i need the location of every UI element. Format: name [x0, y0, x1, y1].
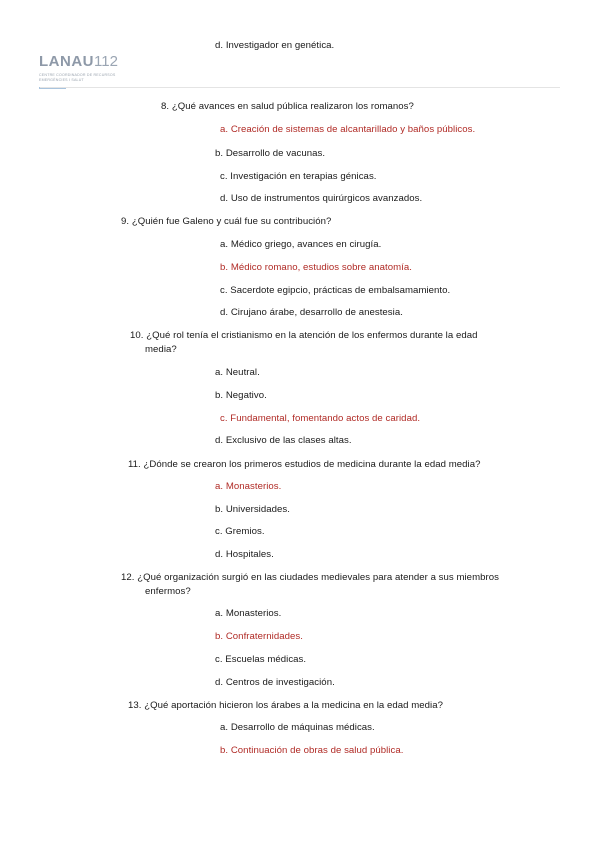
q12-option-c: c. Escuelas médicas. — [215, 654, 307, 665]
q9-option-c: c. Sacerdote egipcio, prácticas de embalsamamiento. — [220, 285, 451, 296]
question-8: 8. ¿Qué avances en salud pública realizaron los romanos? — [161, 101, 414, 112]
q13-option-a: a. Desarrollo de máquinas médicas. — [220, 722, 375, 733]
q10-option-c-answer: c. Fundamental, fomentando actos de caridad. — [220, 413, 421, 424]
q10-option-d: d. Exclusivo de las clases altas. — [215, 435, 352, 446]
q13-option-b-answer: b. Continuación de obras de salud pública. — [220, 745, 404, 756]
q11-option-a-answer: a. Monasterios. — [215, 481, 282, 492]
question-12-line-2: enfermos? — [145, 586, 191, 597]
option-d-previous: d. Investigador en genética. — [215, 40, 335, 51]
logo-subtitle-1: CENTRE COORDINADOR DE RECURSOS — [39, 73, 116, 77]
question-10-line-2: media? — [145, 344, 177, 355]
logo-subtitle-2: EMERGÈNCIES I SALUT — [39, 78, 84, 82]
q9-option-b-answer: b. Médico romano, estudios sobre anatomía. — [220, 262, 412, 273]
q12-option-b-answer: b. Confraternidades. — [215, 631, 303, 642]
logo-wordmark: LANAU112 — [39, 53, 118, 70]
q8-option-b: b. Desarrollo de vacunas. — [215, 148, 326, 159]
q11-option-d: d. Hospitales. — [215, 549, 274, 560]
question-13: 13. ¿Qué aportación hicieron los árabes a la medicina en la edad media? — [128, 700, 444, 711]
q12-option-d: d. Centros de investigación. — [215, 677, 335, 688]
question-10-line-1: 10. ¿Qué rol tenía el cristianismo en la atención de los enfermos durante la edad — [130, 330, 478, 341]
q9-option-a: a. Médico griego, avances en cirugía. — [220, 239, 382, 250]
question-9: 9. ¿Quién fue Galeno y cuál fue su contribución? — [121, 216, 332, 227]
q9-option-d: d. Cirujano árabe, desarrollo de anestesia. — [220, 307, 403, 318]
q8-option-d: d. Uso de instrumentos quirúrgicos avanzados. — [220, 193, 423, 204]
q10-option-a: a. Neutral. — [215, 367, 260, 378]
q11-option-c: c. Gremios. — [215, 526, 265, 537]
q8-option-c: c. Investigación en terapias génicas. — [220, 171, 377, 182]
lanau112-logo — [39, 54, 129, 94]
q8-option-a-answer: a. Creación de sistemas de alcantarillado y baños públicos. — [220, 124, 476, 135]
q10-option-b: b. Negativo. — [215, 390, 267, 401]
q12-option-a: a. Monasterios. — [215, 608, 282, 619]
header-divider — [40, 87, 560, 88]
question-11: 11. ¿Dónde se crearon los primeros estudios de medicina durante la edad media? — [128, 459, 481, 470]
q11-option-b: b. Universidades. — [215, 504, 290, 515]
question-12-line-1: 12. ¿Qué organización surgió en las ciudades medievales para atender a sus miembros — [121, 572, 499, 583]
